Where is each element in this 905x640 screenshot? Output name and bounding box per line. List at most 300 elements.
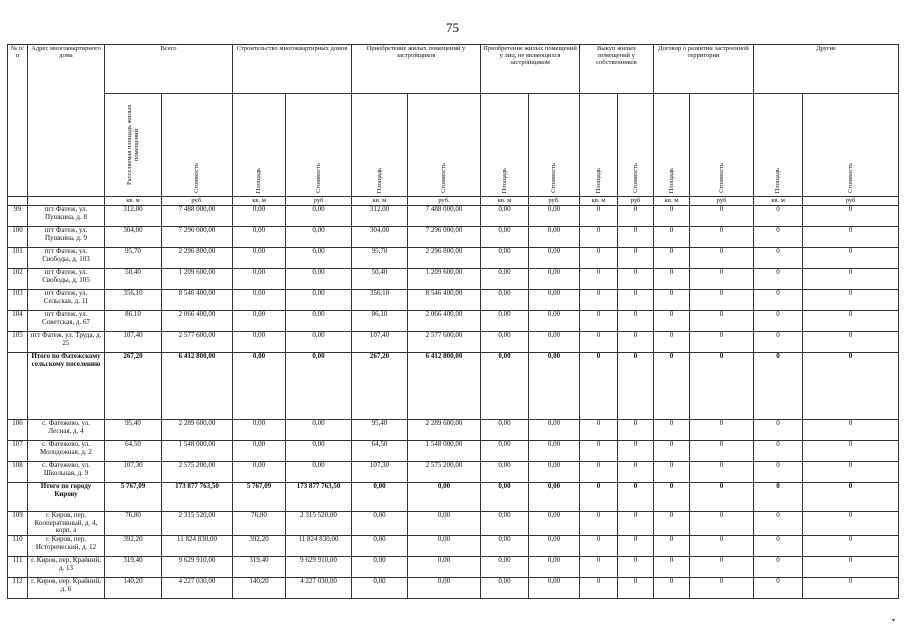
total-row (8, 353, 899, 420)
value-cell: 0,00 (529, 536, 580, 557)
value-cell: 0 (690, 578, 754, 599)
address-cell: пгт Фатеж, ул. Свободы, д. 105 (28, 269, 105, 290)
value-cell: 0 (654, 206, 690, 227)
value-cell: 107,40 (352, 332, 408, 353)
value-cell: 0 (754, 248, 803, 269)
value-cell: 0,00 (233, 269, 286, 290)
table-row (8, 311, 899, 332)
header-group: Приобретение жилых помещений у лиц, не являющихся застройщиком (481, 45, 580, 94)
subheader-label: Стоимость (846, 163, 854, 194)
row-number (8, 483, 28, 512)
value-cell: 0,00 (529, 290, 580, 311)
value-cell: 0 (754, 441, 803, 462)
value-cell: 0 (618, 248, 654, 269)
value-cell: 0 (580, 227, 618, 248)
value-cell: 76,80 (105, 512, 162, 536)
value-cell: 0,00 (408, 483, 481, 512)
subheader-cell (754, 94, 803, 197)
header-group: Другие (754, 45, 899, 94)
address-cell: пгт Фатеж, ул. Советская, д. 67 (28, 311, 105, 332)
subheader-cell (352, 94, 408, 197)
value-cell: 95,40 (105, 420, 162, 441)
value-cell: 0,00 (481, 206, 529, 227)
table-row (8, 536, 899, 557)
value-cell: 0,00 (529, 578, 580, 599)
subheader-label: Стоимость (717, 163, 725, 194)
page-edge-mark: ▾ (891, 618, 895, 624)
value-cell: 0,00 (233, 332, 286, 353)
subheader-label: Стоимость (550, 163, 558, 194)
value-cell: 95,70 (352, 248, 408, 269)
value-cell: 0,00 (408, 512, 481, 536)
value-cell: 0,00 (233, 353, 286, 420)
value-cell: 0,00 (481, 578, 529, 599)
value-cell: 7 488 000,00 (162, 206, 233, 227)
value-cell: 0,00 (481, 512, 529, 536)
row-number: 100 (8, 227, 28, 248)
value-cell: 356,10 (105, 290, 162, 311)
value-cell: 0,00 (408, 536, 481, 557)
value-cell: 0,00 (233, 227, 286, 248)
subheader-cell (529, 94, 580, 197)
value-cell: 0,00 (529, 441, 580, 462)
unit-cell: кв. м (754, 197, 803, 206)
subheader-cell (618, 94, 654, 197)
value-cell: 0,00 (481, 420, 529, 441)
value-cell: 356,10 (352, 290, 408, 311)
subheader-cell (162, 94, 233, 197)
row-number: 101 (8, 248, 28, 269)
table-row (8, 512, 899, 536)
table-row (8, 557, 899, 578)
value-cell: 0 (654, 483, 690, 512)
value-cell: 0,00 (286, 353, 352, 420)
value-cell: 0 (654, 462, 690, 483)
value-cell: 0,00 (352, 512, 408, 536)
value-cell: 0 (580, 578, 618, 599)
value-cell: 64,50 (105, 441, 162, 462)
value-cell: 0,00 (529, 483, 580, 512)
unit-cell: кв. м (352, 197, 408, 206)
value-cell: 0 (803, 290, 899, 311)
value-cell: 0 (690, 248, 754, 269)
group-header-row (8, 45, 899, 94)
value-cell: 1 209 600,00 (408, 269, 481, 290)
address-cell: с. Фатежево, ул. Молодежная, д. 2 (28, 441, 105, 462)
value-cell: 0 (690, 290, 754, 311)
subheader-cell (233, 94, 286, 197)
value-cell: 0,00 (286, 269, 352, 290)
value-cell: 0,00 (481, 332, 529, 353)
row-number (8, 353, 28, 420)
subheader-cell (580, 94, 618, 197)
value-cell: 2 296 800,00 (408, 248, 481, 269)
value-cell: 0,00 (481, 462, 529, 483)
value-cell: 95,40 (352, 420, 408, 441)
value-cell: 2 577 600,00 (162, 332, 233, 353)
row-number: 111 (8, 557, 28, 578)
value-cell: 1 548 000,00 (408, 441, 481, 462)
row-number: 106 (8, 420, 28, 441)
value-cell: 0 (618, 206, 654, 227)
total-label: Итого по городу Кирову (28, 483, 105, 512)
value-cell: 0 (803, 578, 899, 599)
subheader-cell (408, 94, 481, 197)
value-cell: 4 227 030,00 (286, 578, 352, 599)
value-cell: 0 (754, 269, 803, 290)
value-cell: 0 (754, 483, 803, 512)
value-cell: 0 (618, 441, 654, 462)
value-cell: 0 (690, 353, 754, 420)
value-cell: 267,20 (105, 353, 162, 420)
value-cell: 0 (654, 557, 690, 578)
subheader-label: Площадь (500, 167, 508, 194)
value-cell: 0,00 (286, 441, 352, 462)
value-cell: 0,00 (481, 248, 529, 269)
value-cell: 0,00 (529, 353, 580, 420)
value-cell: 0 (690, 462, 754, 483)
value-cell: 0 (754, 462, 803, 483)
value-cell: 0 (580, 512, 618, 536)
table-row (8, 290, 899, 311)
value-cell: 2 289 600,00 (408, 420, 481, 441)
value-cell: 0 (618, 290, 654, 311)
row-number: 110 (8, 536, 28, 557)
value-cell: 0,00 (529, 557, 580, 578)
subheader-label: Стоимость (314, 163, 322, 194)
value-cell: 0,00 (481, 557, 529, 578)
value-cell: 0 (618, 332, 654, 353)
value-cell: 0 (580, 420, 618, 441)
address-cell: пгт Фатеж, ул. Сельская, д. 11 (28, 290, 105, 311)
table-row (8, 462, 899, 483)
value-cell: 0,00 (481, 536, 529, 557)
value-cell: 0,00 (233, 311, 286, 332)
value-cell: 392,20 (105, 536, 162, 557)
value-cell: 0 (618, 483, 654, 512)
value-cell: 0 (803, 441, 899, 462)
value-cell: 7 488 000,00 (408, 206, 481, 227)
value-cell: 0 (580, 290, 618, 311)
value-cell: 0,00 (529, 512, 580, 536)
value-cell: 0 (654, 420, 690, 441)
row-number: 112 (8, 578, 28, 599)
value-cell: 0 (690, 269, 754, 290)
value-cell: 0 (803, 353, 899, 420)
value-cell: 0 (618, 536, 654, 557)
value-cell: 0,00 (286, 462, 352, 483)
value-cell: 0 (618, 462, 654, 483)
value-cell: 2 575 200,00 (408, 462, 481, 483)
value-cell: 0 (754, 578, 803, 599)
unit-cell: руб (286, 197, 352, 206)
value-cell: 0,00 (286, 227, 352, 248)
value-cell: 2 577 600,00 (408, 332, 481, 353)
value-cell: 0 (654, 536, 690, 557)
value-cell: 107,30 (352, 462, 408, 483)
value-cell: 2 575 200,00 (162, 462, 233, 483)
value-cell: 0 (754, 353, 803, 420)
value-cell: 0,00 (286, 311, 352, 332)
total-label: Итого по Фатежскому сельскому поселению (28, 353, 105, 420)
address-cell: г. Киров, пер. Крайний, д. 6 (28, 578, 105, 599)
value-cell: 0 (580, 311, 618, 332)
value-cell: 319,40 (105, 557, 162, 578)
value-cell: 173 877 763,50 (286, 483, 352, 512)
value-cell: 0,00 (529, 269, 580, 290)
unit-cell: кв. м (105, 197, 162, 206)
value-cell: 0 (654, 353, 690, 420)
address-cell: пгт Фатеж, ул. Пушкина, д. 8 (28, 206, 105, 227)
value-cell: 0 (690, 227, 754, 248)
header-address: Адрес многоквартирного дома (28, 45, 105, 197)
table-row (8, 206, 899, 227)
value-cell: 11 824 830,00 (162, 536, 233, 557)
value-cell: 0 (580, 462, 618, 483)
value-cell: 0 (618, 578, 654, 599)
value-cell: 0 (754, 557, 803, 578)
value-cell: 0,00 (286, 248, 352, 269)
value-cell: 0,00 (233, 441, 286, 462)
unit-cell: руб (690, 197, 754, 206)
value-cell: 0 (690, 512, 754, 536)
value-cell: 0 (803, 512, 899, 536)
value-cell: 0,00 (352, 483, 408, 512)
value-cell: 5 767,09 (105, 483, 162, 512)
value-cell: 0,00 (352, 557, 408, 578)
value-cell: 0 (618, 269, 654, 290)
value-cell: 50,40 (352, 269, 408, 290)
value-cell: 0,00 (529, 206, 580, 227)
row-number: 107 (8, 441, 28, 462)
value-cell: 312,00 (352, 206, 408, 227)
value-cell: 0 (754, 227, 803, 248)
value-cell: 0 (580, 269, 618, 290)
address-cell: пгт Фатеж, ул. Пушкина, д. 9 (28, 227, 105, 248)
value-cell: 319,40 (233, 557, 286, 578)
subheader-cell (690, 94, 754, 197)
value-cell: 0 (754, 420, 803, 441)
value-cell: 0 (754, 512, 803, 536)
subheader-label: Площадь (375, 167, 383, 194)
value-cell: 95,70 (105, 248, 162, 269)
row-number: 108 (8, 462, 28, 483)
value-cell: 76,80 (233, 512, 286, 536)
value-cell: 9 629 910,00 (286, 557, 352, 578)
value-cell: 86,10 (352, 311, 408, 332)
table-row (8, 578, 899, 599)
value-cell: 2 315 520,00 (162, 512, 233, 536)
value-cell: 0,00 (481, 290, 529, 311)
unit-cell: руб. (408, 197, 481, 206)
value-cell: 0,00 (529, 248, 580, 269)
value-cell: 0,00 (481, 441, 529, 462)
table-row (8, 441, 899, 462)
value-cell: 304,00 (352, 227, 408, 248)
value-cell: 0 (654, 290, 690, 311)
value-cell: 0 (754, 290, 803, 311)
value-cell: 0,00 (286, 332, 352, 353)
value-cell: 312,00 (105, 206, 162, 227)
value-cell: 0 (803, 536, 899, 557)
value-cell: 0 (690, 311, 754, 332)
value-cell: 0 (803, 206, 899, 227)
subheader-cell (105, 94, 162, 197)
value-cell: 0,00 (286, 420, 352, 441)
value-cell: 6 412 800,00 (162, 353, 233, 420)
value-cell: 0 (580, 441, 618, 462)
value-cell: 0 (618, 353, 654, 420)
value-cell: 0 (580, 557, 618, 578)
header-num: № п/п (8, 45, 28, 197)
unit-cell: руб (803, 197, 899, 206)
address-cell: с. Фатежево, ул. Школьная, д. 9 (28, 462, 105, 483)
value-cell: 0,00 (233, 206, 286, 227)
unit-cell: кв. м (654, 197, 690, 206)
value-cell: 0 (803, 248, 899, 269)
value-cell: 0 (654, 269, 690, 290)
value-cell: 2 066 400,00 (162, 311, 233, 332)
table-body (8, 206, 899, 599)
value-cell: 140,20 (233, 578, 286, 599)
value-cell: 8 546 400,00 (162, 290, 233, 311)
header-group: Договор о развитии застроенной территории (654, 45, 754, 94)
value-cell: 267,20 (352, 353, 408, 420)
value-cell: 0,00 (529, 420, 580, 441)
value-cell: 0,00 (481, 227, 529, 248)
value-cell: 0 (803, 557, 899, 578)
units-spacer (8, 197, 28, 206)
value-cell: 107,30 (105, 462, 162, 483)
value-cell: 0 (654, 512, 690, 536)
value-cell: 2 296 800,00 (162, 248, 233, 269)
address-cell: г. Киров, пер. Кооперативный, д. 4, корп. а (28, 512, 105, 536)
value-cell: 0 (803, 227, 899, 248)
header-group: Приобретение жилых помещений у застройщиков (352, 45, 481, 94)
value-cell: 0 (654, 248, 690, 269)
unit-cell: кв. м (233, 197, 286, 206)
value-cell: 0,00 (352, 536, 408, 557)
value-cell: 0 (580, 248, 618, 269)
value-cell: 0 (580, 353, 618, 420)
value-cell: 0 (754, 536, 803, 557)
row-number: 109 (8, 512, 28, 536)
value-cell: 0 (618, 420, 654, 441)
value-cell: 0,00 (233, 248, 286, 269)
value-cell: 0,00 (233, 290, 286, 311)
value-cell: 0,00 (286, 290, 352, 311)
total-row (8, 483, 899, 512)
value-cell: 0,00 (529, 227, 580, 248)
table-row (8, 332, 899, 353)
table-row (8, 420, 899, 441)
value-cell: 0 (690, 557, 754, 578)
unit-cell: кв. м (580, 197, 618, 206)
value-cell: 0,00 (481, 483, 529, 512)
value-cell: 0 (754, 311, 803, 332)
unit-cell: руб (618, 197, 654, 206)
subheader-label: Площадь (594, 167, 602, 194)
row-number: 99 (8, 206, 28, 227)
subheader-label: Расселяемая площадь жилых помещений (125, 105, 140, 186)
value-cell: 0 (580, 483, 618, 512)
value-cell: 11 824 830,00 (286, 536, 352, 557)
units-row (8, 197, 899, 206)
subheader-label: Стоимость (631, 163, 639, 194)
value-cell: 173 877 763,50 (162, 483, 233, 512)
value-cell: 0,00 (529, 311, 580, 332)
units-spacer (28, 197, 105, 206)
subheader-label: Площадь (255, 167, 263, 194)
value-cell: 0 (580, 332, 618, 353)
table-row (8, 227, 899, 248)
value-cell: 6 412 800,00 (408, 353, 481, 420)
value-cell: 0,00 (529, 332, 580, 353)
subheader-cell (481, 94, 529, 197)
value-cell: 304,00 (105, 227, 162, 248)
value-cell: 0,00 (408, 557, 481, 578)
value-cell: 8 546 400,00 (408, 290, 481, 311)
value-cell: 0 (803, 462, 899, 483)
page-number: 75 (446, 20, 459, 35)
value-cell: 0 (618, 512, 654, 536)
value-cell: 0,00 (481, 311, 529, 332)
value-cell: 0 (803, 332, 899, 353)
value-cell: 140,20 (105, 578, 162, 599)
value-cell: 0 (803, 483, 899, 512)
value-cell: 392,20 (233, 536, 286, 557)
value-cell: 0 (654, 332, 690, 353)
address-cell: г. Киров, пер. Крайний, д. 13 (28, 557, 105, 578)
value-cell: 0 (580, 536, 618, 557)
row-number: 104 (8, 311, 28, 332)
unit-cell: руб. (162, 197, 233, 206)
value-cell: 0 (690, 206, 754, 227)
table-row (8, 269, 899, 290)
address-cell: пгт Фатеж, ул. Свободы, д. 103 (28, 248, 105, 269)
value-cell: 1 548 000,00 (162, 441, 233, 462)
value-cell: 0,00 (408, 578, 481, 599)
resettlement-table (7, 44, 899, 599)
subheader-label: Площадь (667, 167, 675, 194)
value-cell: 0 (654, 441, 690, 462)
unit-cell: руб. (529, 197, 580, 206)
value-cell: 107,40 (105, 332, 162, 353)
unit-cell: кв. м (481, 197, 529, 206)
value-cell: 0 (654, 578, 690, 599)
value-cell: 0,00 (233, 462, 286, 483)
value-cell: 0,00 (286, 206, 352, 227)
value-cell: 0 (690, 441, 754, 462)
header-group: Выкуп жилых помещений у собственников (580, 45, 654, 94)
value-cell: 7 296 000,00 (162, 227, 233, 248)
value-cell: 2 066 400,00 (408, 311, 481, 332)
subheader-cell (803, 94, 899, 197)
value-cell: 4 227 030,00 (162, 578, 233, 599)
subheader-cell (654, 94, 690, 197)
subheader-row (8, 94, 899, 197)
address-cell: с. Фатежево, ул. Лесная, д. 4 (28, 420, 105, 441)
row-number: 102 (8, 269, 28, 290)
value-cell: 0 (618, 557, 654, 578)
value-cell: 0 (803, 269, 899, 290)
row-number: 103 (8, 290, 28, 311)
value-cell: 5 767,09 (233, 483, 286, 512)
value-cell: 0 (754, 206, 803, 227)
value-cell: 0 (690, 536, 754, 557)
value-cell: 0 (580, 206, 618, 227)
subheader-cell (286, 94, 352, 197)
